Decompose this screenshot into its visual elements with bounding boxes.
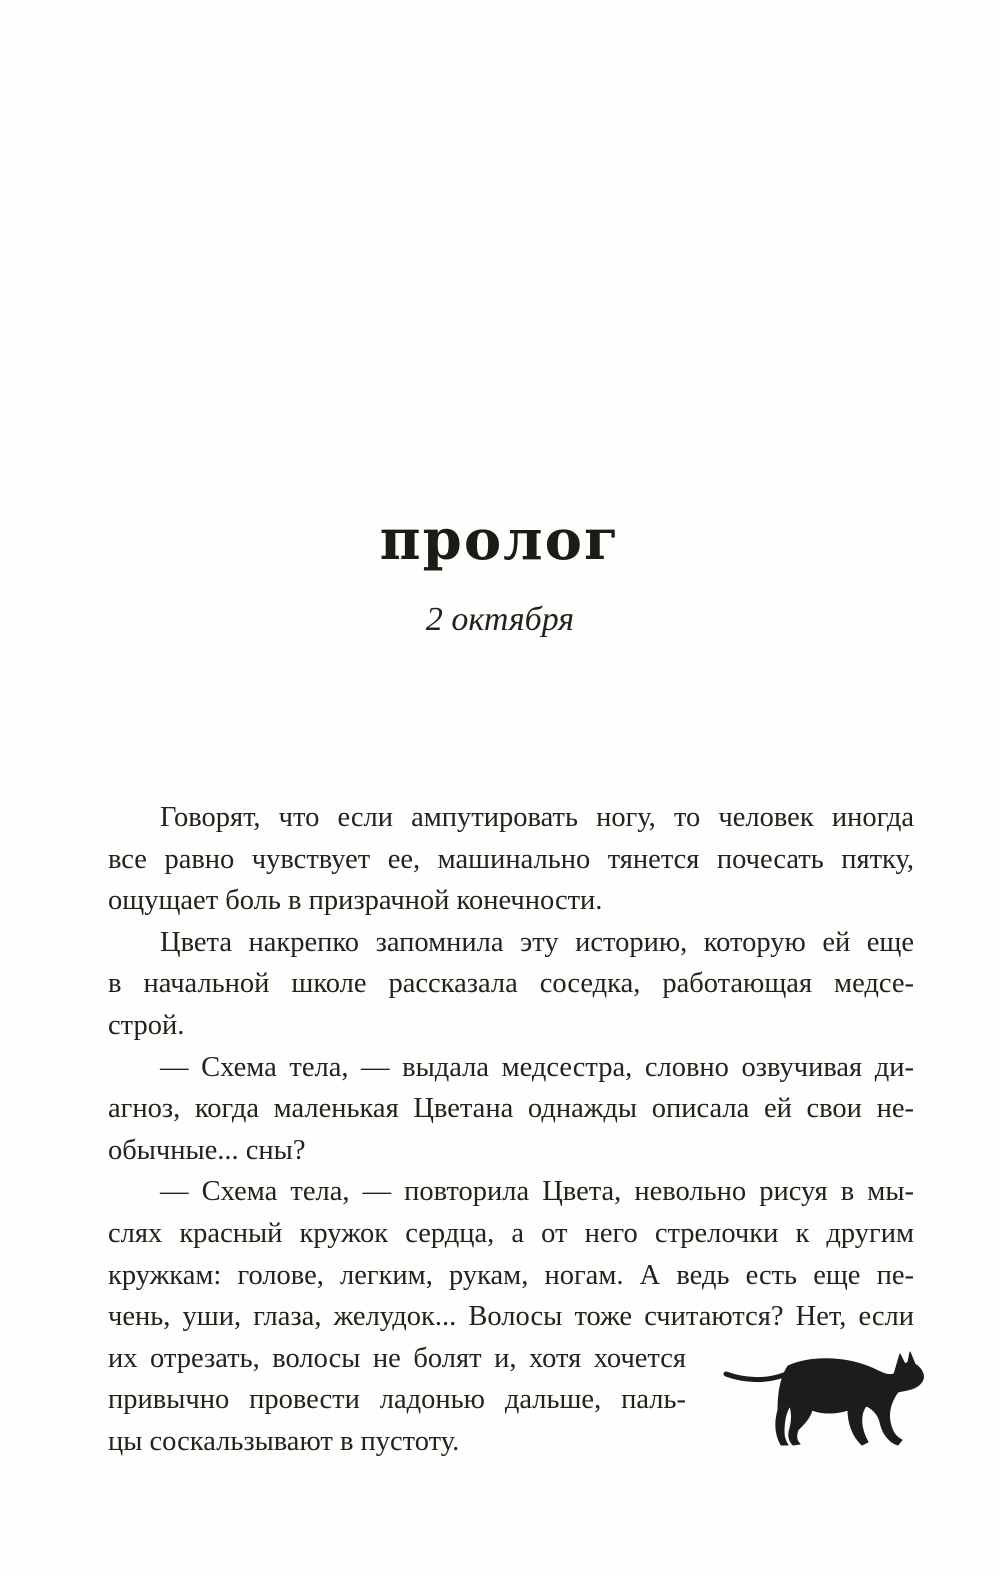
text-line: все равно чувствует ее, машинально тянется почесать пятку, <box>108 843 914 875</box>
chapter-date: 2 октября <box>425 601 575 638</box>
text-line: Говорят, что если ампутировать ногу, то человек иногда <box>160 802 914 833</box>
text-line: в начальной школе рассказала соседка, работающая медсе- <box>108 968 914 1000</box>
text-line: кружкам: голове, легким, рукам, ногам. А ведь есть еще пе- <box>108 1259 914 1291</box>
chapter-title: пролог <box>379 507 621 573</box>
text-line: обычные... сны? <box>108 1134 306 1166</box>
text-line: Цвета накрепко запомнила эту историю, которую ей еще <box>160 926 914 958</box>
text-line: привычно провести ладонью дальше, паль- <box>108 1384 686 1416</box>
text-line: чень, уши, глаза, желудок... Волосы тоже считаются? Нет, если <box>108 1301 914 1333</box>
text-line: их отрезать, волосы не болят и, хотя хочется <box>108 1342 686 1374</box>
text-line: ощущает боль в призрачной конечности. <box>108 885 603 917</box>
text-line: — Схема тела, — повторила Цвета, невольно рисуя в мы- <box>160 1176 914 1208</box>
text-line: цы соскальзывают в пустоту. <box>108 1425 460 1457</box>
text-line: агноз, когда маленькая Цветана однажды описала ей свои не- <box>108 1093 914 1125</box>
text-line: строй. <box>108 1009 185 1041</box>
text-line: слях красный кружок сердца, а от него стрелочки к другим <box>108 1217 914 1249</box>
cat-silhouette-icon <box>722 1344 932 1448</box>
text-line: — Схема тела, — выдала медсестра, словно озвучивая ди- <box>160 1051 914 1083</box>
